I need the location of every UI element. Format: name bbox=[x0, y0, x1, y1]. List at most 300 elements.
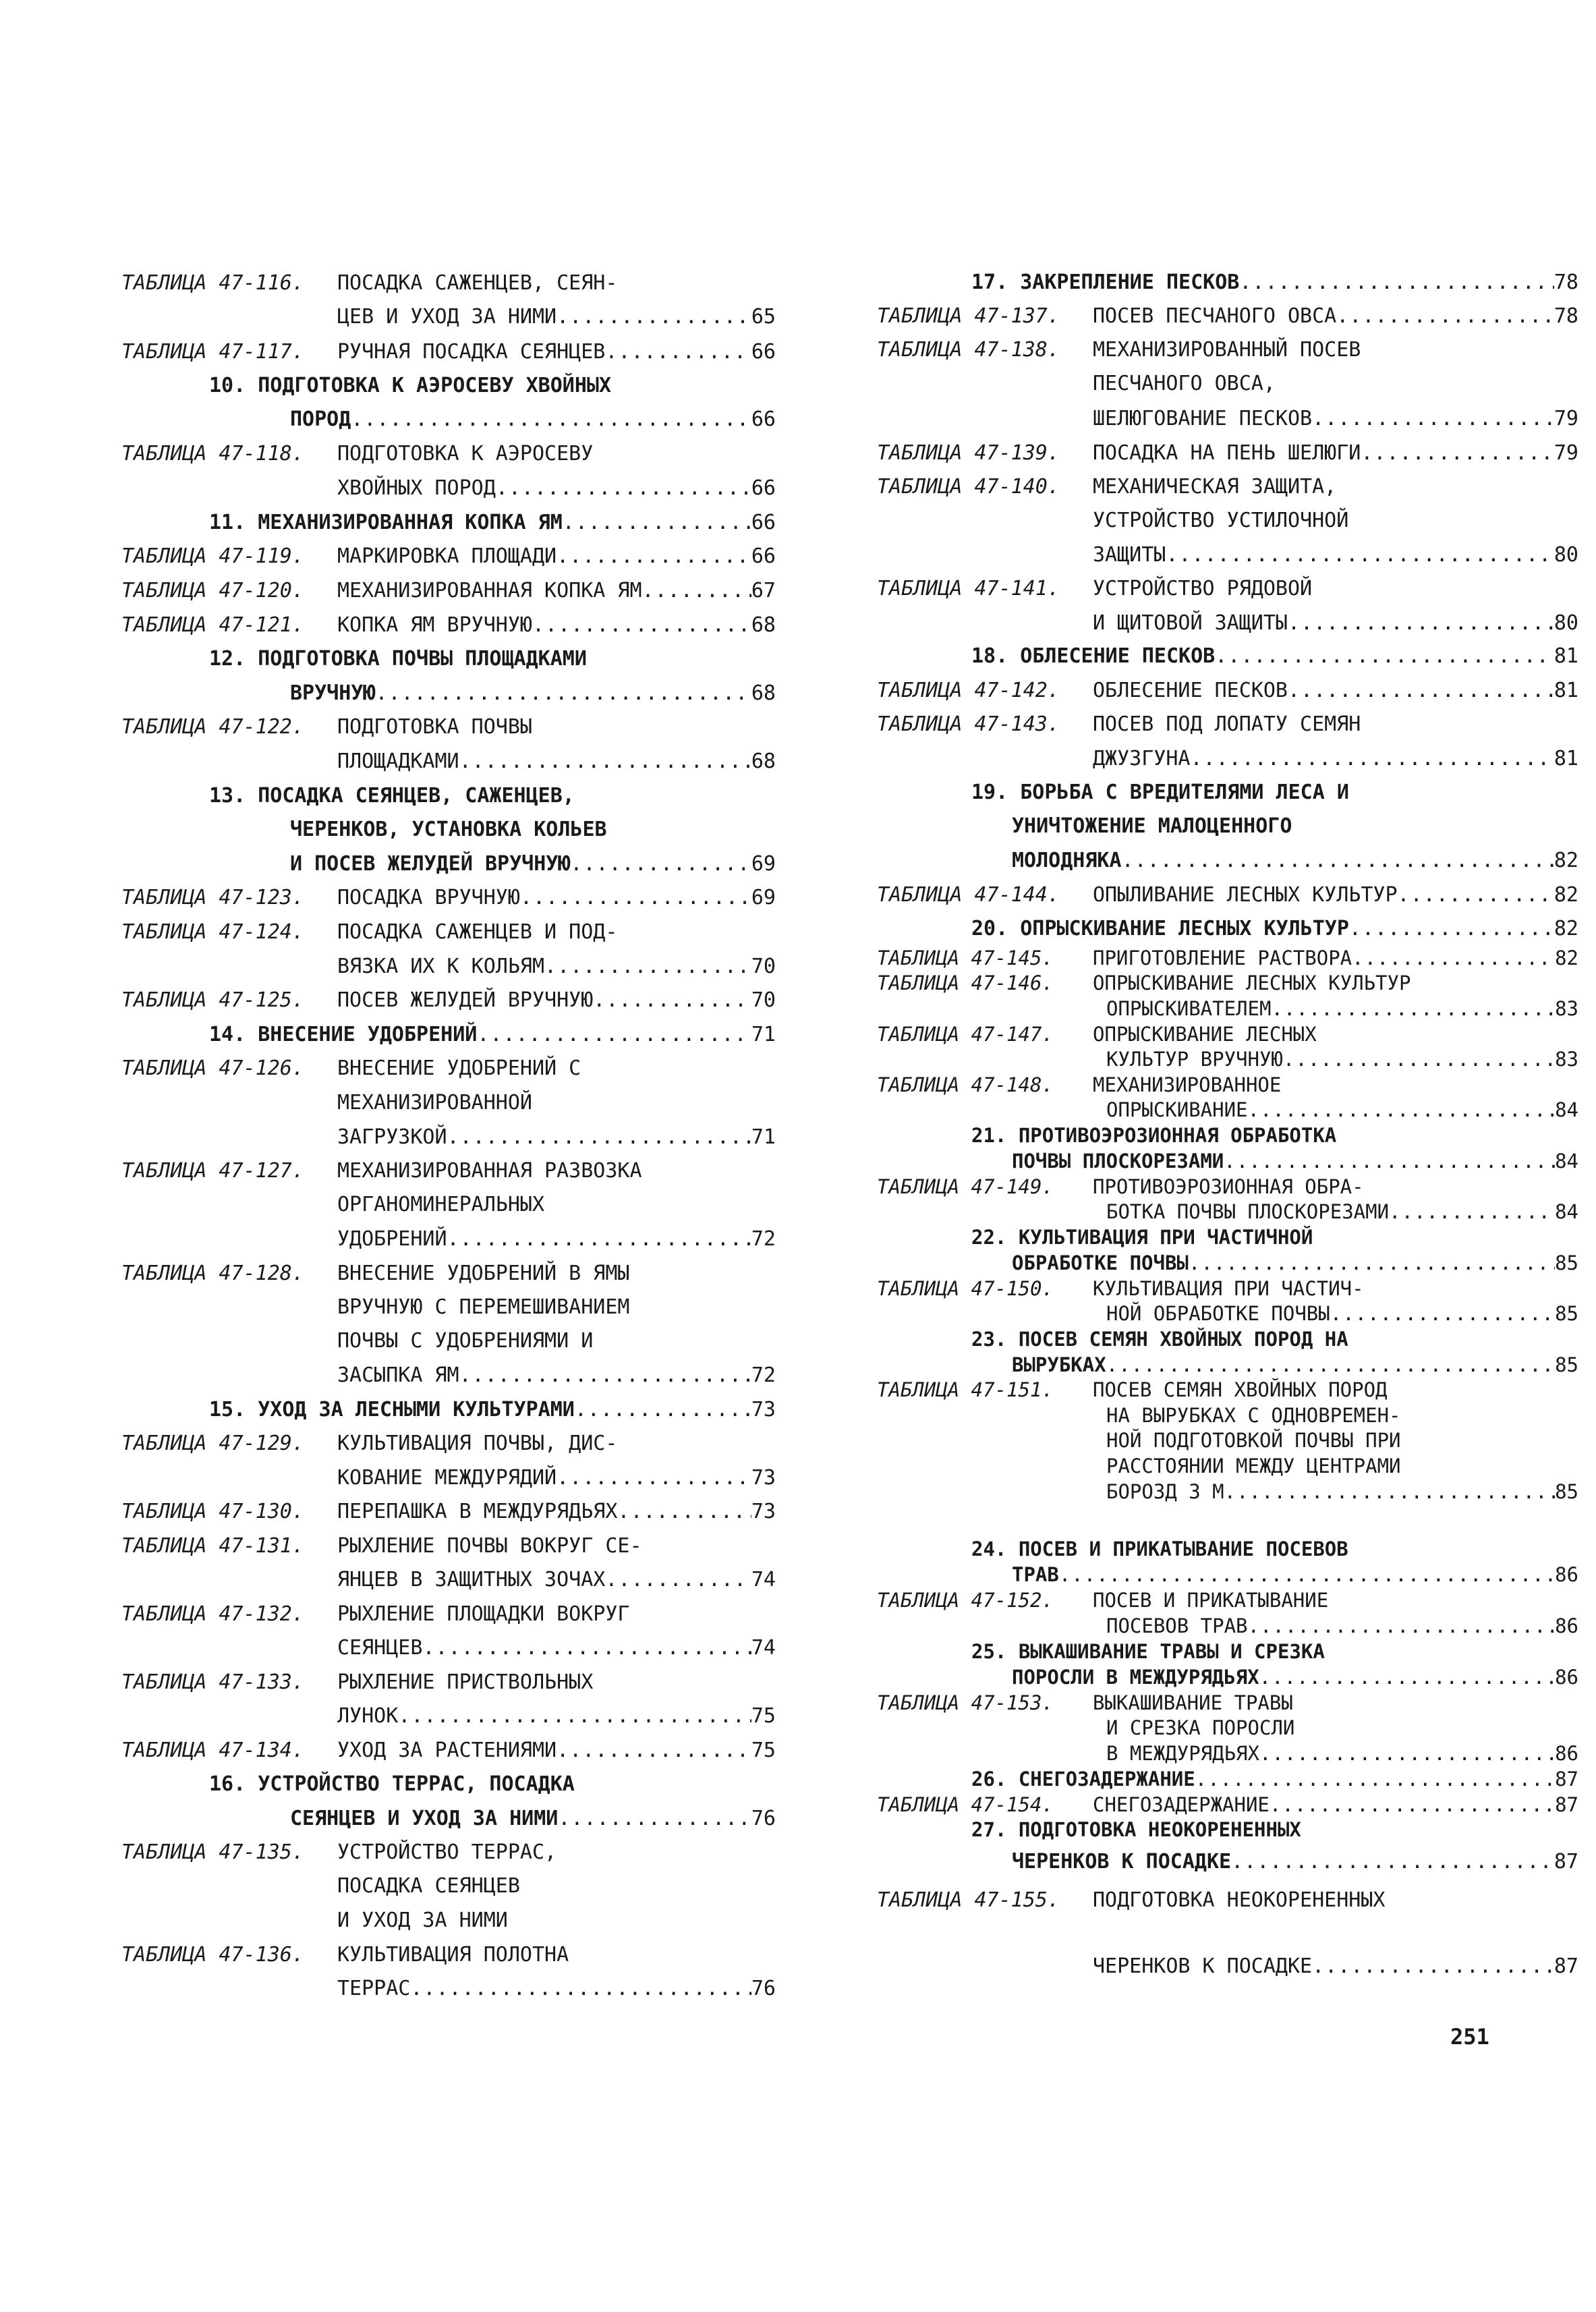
toc-entry-row bbox=[0, 1427, 776, 1461]
toc-section-row bbox=[0, 403, 776, 436]
entry-title: ОПРЫСКИВАНИЕ bbox=[1106, 1098, 1248, 1121]
entry-title: НА ВЫРУБКАХ С ОДНОВРЕМЕН- bbox=[1106, 1404, 1401, 1427]
dot-leader bbox=[1166, 538, 1554, 572]
entry-page-number: 84 bbox=[1555, 1200, 1578, 1223]
entry-title: РЫХЛЕНИЕ ПЛОЩАДКИ ВОКРУГ bbox=[337, 1602, 630, 1626]
table-label: ТАБЛИЦА 47-145. bbox=[877, 947, 1054, 969]
dot-leader bbox=[351, 403, 751, 436]
toc-entry-row bbox=[850, 1587, 1578, 1613]
table-label: ТАБЛИЦА 47-141. bbox=[877, 577, 1060, 600]
dot-leader bbox=[557, 300, 751, 334]
entry-title: ВНЕСЕНИЕ УДОБРЕНИЙ В ЯМЫ bbox=[337, 1262, 630, 1285]
entry-page-number: 87 bbox=[1554, 1850, 1578, 1873]
entry-title: ЧЕРЕНКОВ К ПОСАДКЕ bbox=[1093, 1954, 1313, 1978]
section-title: 27. ПОДГОТОВКА НЕОКОРЕНЕННЫХ bbox=[971, 1818, 1301, 1841]
table-label: ТАБЛИЦА 47-137. bbox=[877, 304, 1060, 328]
toc-entry-row bbox=[850, 945, 1578, 971]
table-label: ТАБЛИЦА 47-128. bbox=[121, 1262, 304, 1285]
toc-section-row bbox=[0, 642, 776, 676]
dot-leader bbox=[605, 1563, 751, 1597]
entry-title: ОПЫЛИВАНИЕ ЛЕСНЫХ КУЛЬТУР bbox=[1093, 883, 1398, 907]
entry-title: КУЛЬТИВАЦИЯ ПРИ ЧАСТИЧ- bbox=[1093, 1277, 1364, 1300]
section-title: ОБРАБОТКЕ ПОЧВЫ bbox=[1012, 1251, 1189, 1274]
toc-entry-row bbox=[850, 878, 1578, 912]
toc-section-row bbox=[850, 912, 1578, 946]
table-label: ТАБЛИЦА 47-134. bbox=[121, 1739, 304, 1762]
entry-page-number: 82 bbox=[1554, 917, 1578, 940]
entry-title: ЯНЦЕВ В ЗАЩИТНЫХ ЗОЧАХ bbox=[337, 1568, 606, 1591]
toc-section-row bbox=[850, 1352, 1578, 1378]
dot-leader bbox=[1352, 945, 1555, 971]
table-label: ТАБЛИЦА 47-122. bbox=[121, 715, 304, 739]
entry-page-number: 85 bbox=[1555, 1302, 1578, 1325]
entry-title: МЕХАНИЧЕСКАЯ ЗАЩИТА, bbox=[1093, 475, 1337, 499]
entry-page-number: 68 bbox=[751, 750, 776, 773]
toc-entry-row bbox=[0, 266, 776, 300]
toc-entry-row bbox=[850, 300, 1578, 333]
entry-title: ОПРЫСКИВАНИЕ ЛЕСНЫХ КУЛЬТУР bbox=[1093, 971, 1411, 994]
toc-entry-row bbox=[850, 504, 1578, 538]
dot-leader bbox=[1191, 742, 1554, 776]
dot-leader bbox=[1189, 1250, 1555, 1276]
toc-entry-row bbox=[0, 1836, 776, 1869]
table-label: ТАБЛИЦА 47-125. bbox=[121, 988, 304, 1012]
toc-entry-row bbox=[850, 1428, 1578, 1453]
toc-entry-row bbox=[850, 1613, 1578, 1639]
section-title: ПОРОСЛИ В МЕЖДУРЯДЬЯХ bbox=[1012, 1666, 1259, 1689]
dot-leader bbox=[557, 1461, 751, 1495]
section-title: ПОЧВЫ ПЛОСКОРЕЗАМИ bbox=[1012, 1150, 1224, 1173]
entry-title: ОПРЫСКИВАНИЕ ЛЕСНЫХ bbox=[1093, 1023, 1317, 1046]
toc-entry-row bbox=[0, 1495, 776, 1529]
toc-section-row bbox=[0, 369, 776, 403]
dot-leader bbox=[375, 677, 751, 710]
entry-title: ПРИГОТОВЛЕНИЕ РАСТВОРА bbox=[1093, 947, 1352, 969]
entry-title: МЕХАНИЗИРОВАННОЙ bbox=[337, 1091, 532, 1115]
entry-title: КОВАНИЕ МЕЖДУРЯДИЙ bbox=[337, 1466, 557, 1490]
entry-title: ПОСЕВ СЕМЯН ХВОЙНЫХ ПОРОД bbox=[1093, 1378, 1388, 1401]
table-label: ТАБЛИЦА 47-153. bbox=[877, 1691, 1054, 1714]
entry-title: НОЙ ОБРАБОТКЕ ПОЧВЫ bbox=[1106, 1302, 1330, 1325]
table-label: ТАБЛИЦА 47-135. bbox=[121, 1840, 304, 1864]
section-title: 17. ЗАКРЕПЛЕНИЕ ПЕСКОВ bbox=[971, 271, 1240, 294]
entry-title: ПОСЕВ ЖЕЛУДЕЙ ВРУЧНУЮ bbox=[337, 988, 594, 1012]
table-label: ТАБЛИЦА 47-127. bbox=[121, 1159, 304, 1183]
entry-page-number: 72 bbox=[751, 1227, 776, 1251]
toc-section-row bbox=[0, 506, 776, 540]
toc-entry-row bbox=[850, 470, 1578, 504]
entry-title: РАССТОЯНИИ МЕЖДУ ЦЕНТРАМИ bbox=[1106, 1455, 1401, 1477]
section-title: 19. БОРЬБА С ВРЕДИТЕЛЯМИ ЛЕСА И bbox=[971, 781, 1349, 804]
toc-entry-row bbox=[0, 1563, 776, 1597]
entry-title: ПЛОЩАДКАМИ bbox=[337, 750, 459, 773]
entry-page-number: 82 bbox=[1555, 947, 1578, 969]
page-number: 251 bbox=[1450, 2024, 1489, 2050]
toc-entry-row bbox=[850, 1072, 1578, 1098]
entry-page-number: 70 bbox=[751, 988, 776, 1012]
entry-page-number: 75 bbox=[751, 1704, 776, 1728]
toc-entry-row bbox=[850, 402, 1578, 436]
toc-entry-row bbox=[850, 996, 1578, 1021]
entry-page-number: 87 bbox=[1555, 1793, 1578, 1816]
dot-leader bbox=[410, 1972, 751, 2006]
toc-entry-row bbox=[0, 1154, 776, 1188]
toc-entry-row bbox=[0, 745, 776, 779]
toc-section-row bbox=[850, 1845, 1578, 1879]
table-label: ТАБЛИЦА 47-132. bbox=[121, 1602, 304, 1626]
entry-title: ХВОЙНЫХ ПОРОД bbox=[337, 476, 496, 500]
entry-page-number: 79 bbox=[1554, 407, 1578, 430]
dot-leader bbox=[496, 472, 751, 505]
toc-entry-row bbox=[0, 1529, 776, 1563]
toc-entry-row bbox=[0, 1598, 776, 1631]
entry-page-number: 82 bbox=[1554, 883, 1578, 907]
table-label: ТАБЛИЦА 47-147. bbox=[877, 1023, 1054, 1046]
entry-page-number: 78 bbox=[1554, 304, 1578, 328]
section-title: ПОРОД bbox=[290, 407, 351, 431]
table-label: ТАБЛИЦА 47-142. bbox=[877, 679, 1060, 702]
entry-page-number: 73 bbox=[751, 1466, 776, 1490]
toc-section-row bbox=[850, 1817, 1578, 1842]
table-label: ТАБЛИЦА 47-151. bbox=[877, 1378, 1054, 1401]
dot-leader bbox=[532, 609, 751, 642]
entry-page-number: 73 bbox=[751, 1398, 776, 1421]
section-title: 16. УСТРОЙСТВО ТЕРРАС, ПОСАДКА bbox=[209, 1772, 575, 1796]
section-title: ТРАВ bbox=[1012, 1563, 1059, 1586]
toc-entry-row bbox=[850, 674, 1578, 708]
entry-title: СЕЯНЦЕВ bbox=[337, 1636, 423, 1660]
table-label: ТАБЛИЦА 47-116. bbox=[121, 271, 304, 295]
dot-leader bbox=[1122, 844, 1554, 878]
dot-leader bbox=[459, 1359, 751, 1392]
entry-title: КУЛЬТИВАЦИЯ ПОЛОТНА bbox=[337, 1943, 569, 1967]
toc-entry-row bbox=[850, 1690, 1578, 1716]
toc-section-row bbox=[850, 810, 1578, 843]
section-title: 12. ПОДГОТОВКА ПОЧВЫ ПЛОЩАДКАМИ bbox=[209, 647, 587, 671]
toc-entry-row bbox=[850, 1097, 1578, 1123]
dot-leader bbox=[1361, 436, 1554, 470]
toc-entry-row bbox=[850, 538, 1578, 572]
dot-leader bbox=[1248, 1613, 1556, 1639]
toc-entry-row bbox=[0, 881, 776, 915]
toc-section-row bbox=[850, 1326, 1578, 1352]
table-label: ТАБЛИЦА 47-146. bbox=[877, 971, 1054, 994]
entry-title: ЗАГРУЗКОЙ bbox=[337, 1125, 447, 1149]
entry-title: ПЕРЕПАШКА В МЕЖДУРЯДЬЯХ bbox=[337, 1500, 618, 1523]
table-label: ТАБЛИЦА 47-120. bbox=[121, 579, 304, 602]
entry-page-number: 86 bbox=[1555, 1614, 1578, 1637]
dot-leader bbox=[1259, 1664, 1555, 1690]
entry-title: НОЙ ПОДГОТОВКОЙ ПОЧВЫ ПРИ bbox=[1106, 1429, 1401, 1452]
entry-title: КУЛЬТУР ВРУЧНУЮ bbox=[1106, 1048, 1283, 1071]
entry-page-number: 66 bbox=[751, 407, 776, 431]
toc-entry-row bbox=[850, 1403, 1578, 1428]
entry-title: ПОСЕВ ПЕСЧАНОГО ОВСА bbox=[1093, 304, 1337, 328]
entry-title: ПОСАДКА САЖЕНЦЕВ И ПОД- bbox=[337, 920, 618, 944]
dot-leader bbox=[1312, 402, 1554, 436]
toc-entry-row bbox=[0, 437, 776, 471]
entry-page-number: 86 bbox=[1555, 1563, 1578, 1586]
toc-section-row bbox=[850, 1766, 1578, 1792]
entry-page-number: 83 bbox=[1555, 1048, 1578, 1071]
entry-title: И СРЕЗКА ПОРОСЛИ bbox=[1106, 1716, 1295, 1739]
dot-leader bbox=[422, 1631, 751, 1665]
table-label: ТАБЛИЦА 47-130. bbox=[121, 1500, 304, 1523]
entry-title: УХОД ЗА РАСТЕНИЯМИ bbox=[337, 1739, 557, 1762]
section-title: 18. ОБЛЕСЕНИЕ ПЕСКОВ bbox=[971, 644, 1216, 668]
section-title: МОЛОДНЯКА bbox=[1012, 849, 1122, 872]
table-label: ТАБЛИЦА 47-124. bbox=[121, 920, 304, 944]
dot-leader bbox=[1106, 1352, 1555, 1378]
entry-page-number: 76 bbox=[751, 1807, 776, 1830]
table-label: ТАБЛИЦА 47-154. bbox=[877, 1793, 1054, 1816]
entry-title: ПОДГОТОВКА ПОЧВЫ bbox=[337, 715, 532, 739]
entry-title: ПОСАДКА ВРУЧНУЮ bbox=[337, 886, 520, 909]
section-title: 14. ВНЕСЕНИЕ УДОБРЕНИЙ bbox=[209, 1023, 478, 1046]
dot-leader bbox=[642, 574, 751, 608]
entry-title: БОРОЗД 3 М bbox=[1106, 1480, 1224, 1503]
toc-entry-row bbox=[850, 1174, 1578, 1200]
section-title: 25. ВЫКАШИВАНИЕ ТРАВЫ И СРЕЗКА bbox=[971, 1640, 1325, 1663]
toc-section-row bbox=[0, 1018, 776, 1052]
entry-page-number: 70 bbox=[751, 955, 776, 978]
toc-entry-row bbox=[850, 1792, 1578, 1817]
entry-title: МАРКИРОВКА ПЛОЩАДИ bbox=[337, 544, 557, 568]
table-label: ТАБЛИЦА 47-131. bbox=[121, 1534, 304, 1558]
toc-entry-row bbox=[850, 1301, 1578, 1326]
dot-leader bbox=[1224, 1148, 1555, 1174]
entry-page-number: 76 bbox=[751, 1977, 776, 2000]
entry-page-number: 80 bbox=[1554, 543, 1578, 567]
dot-leader bbox=[1312, 1950, 1554, 1983]
toc-entry-row bbox=[0, 1631, 776, 1665]
toc-entry-row bbox=[0, 1734, 776, 1768]
entry-title: ЛУНОК bbox=[337, 1704, 399, 1728]
table-label: ТАБЛИЦА 47-117. bbox=[121, 340, 304, 364]
dot-leader bbox=[1288, 607, 1554, 640]
toc-entry-row bbox=[850, 607, 1578, 640]
toc-entry-row bbox=[0, 1972, 776, 2006]
toc-entry-row bbox=[850, 1950, 1578, 1983]
dot-leader bbox=[1059, 1562, 1555, 1587]
entry-title: ПОСАДКА НА ПЕНЬ ШЕЛЮГИ bbox=[1093, 441, 1361, 465]
section-title: 13. ПОСАДКА СЕЯНЦЕВ, САЖЕНЦЕВ, bbox=[209, 784, 575, 808]
toc-entry-row bbox=[850, 1046, 1578, 1072]
dot-leader bbox=[477, 1018, 751, 1052]
toc-entry-row bbox=[0, 1869, 776, 1903]
toc-section-row bbox=[850, 1639, 1578, 1664]
entry-title: ВЫКАШИВАНИЕ ТРАВЫ bbox=[1093, 1691, 1293, 1714]
entry-title: ПОСЕВ ПОД ЛОПАТУ СЕМЯН bbox=[1093, 712, 1361, 736]
section-title: ВЫРУБКАХ bbox=[1012, 1353, 1106, 1376]
entry-page-number: 85 bbox=[1555, 1353, 1578, 1376]
table-label: ТАБЛИЦА 47-148. bbox=[877, 1073, 1054, 1096]
toc-entry-row bbox=[0, 1359, 776, 1392]
toc-section-row bbox=[850, 1224, 1578, 1250]
entry-title: В МЕЖДУРЯДЬЯХ bbox=[1106, 1742, 1259, 1765]
entry-page-number: 66 bbox=[751, 511, 776, 534]
toc-entry-row bbox=[850, 1199, 1578, 1224]
toc-entry-row bbox=[850, 436, 1578, 470]
entry-page-number: 87 bbox=[1554, 1954, 1578, 1978]
dot-leader bbox=[1349, 912, 1554, 946]
toc-entry-row bbox=[0, 1291, 776, 1324]
entry-title: ПОЧВЫ С УДОБРЕНИЯМИ И bbox=[337, 1329, 594, 1353]
toc-section-row bbox=[0, 813, 776, 847]
dot-leader bbox=[563, 506, 751, 540]
toc-section-row bbox=[850, 1250, 1578, 1276]
dot-leader bbox=[1195, 1766, 1555, 1792]
dot-leader bbox=[593, 984, 751, 1017]
toc-entry-row bbox=[850, 742, 1578, 776]
toc-entry-row bbox=[0, 609, 776, 642]
entry-page-number: 75 bbox=[751, 1739, 776, 1762]
toc-entry-row bbox=[0, 1699, 776, 1733]
entry-title: И ЩИТОВОЙ ЗАЩИТЫ bbox=[1093, 611, 1288, 635]
entry-page-number: 86 bbox=[1555, 1666, 1578, 1689]
toc-entry-row bbox=[850, 1479, 1578, 1504]
entry-page-number: 71 bbox=[751, 1023, 776, 1046]
toc-entry-row bbox=[0, 1904, 776, 1938]
dot-leader bbox=[1336, 300, 1554, 333]
dot-leader bbox=[1224, 1479, 1555, 1504]
entry-page-number: 69 bbox=[751, 852, 776, 876]
entry-title: ПРОТИВОЭРОЗИОННАЯ ОБРА- bbox=[1093, 1175, 1364, 1198]
entry-page-number: 66 bbox=[751, 476, 776, 500]
entry-page-number: 78 bbox=[1554, 271, 1578, 294]
toc-section-row bbox=[850, 266, 1578, 300]
toc-section-row bbox=[850, 844, 1578, 878]
table-label: ТАБЛИЦА 47-119. bbox=[121, 544, 304, 568]
section-title: 26. СНЕГОЗАДЕРЖАНИЕ bbox=[971, 1768, 1195, 1791]
entry-title: ОБЛЕСЕНИЕ ПЕСКОВ bbox=[1093, 679, 1288, 702]
entry-page-number: 74 bbox=[751, 1568, 776, 1591]
entry-page-number: 71 bbox=[751, 1125, 776, 1149]
dot-leader bbox=[447, 1121, 751, 1154]
entry-title: КУЛЬТИВАЦИЯ ПОЧВЫ, ДИС- bbox=[337, 1432, 618, 1455]
section-title: 11. МЕХАНИЗИРОВАННАЯ КОПКА ЯМ bbox=[209, 511, 563, 534]
entry-title: МЕХАНИЗИРОВАННАЯ РАЗВОЗКА bbox=[337, 1159, 642, 1183]
dot-leader bbox=[605, 335, 751, 369]
toc-section-row bbox=[0, 779, 776, 813]
dot-leader bbox=[1259, 1741, 1555, 1766]
entry-title: РУЧНАЯ ПОСАДКА СЕЯНЦЕВ bbox=[337, 340, 606, 364]
dot-leader bbox=[558, 1802, 751, 1836]
toc-entry-row bbox=[850, 970, 1578, 996]
entry-title: ПОСЕВОВ ТРАВ bbox=[1106, 1614, 1248, 1637]
table-label: ТАБЛИЦА 47-149. bbox=[877, 1175, 1054, 1198]
dot-leader bbox=[1239, 266, 1554, 300]
toc-entry-row bbox=[0, 300, 776, 334]
entry-page-number: 73 bbox=[751, 1500, 776, 1523]
entry-title: УДОБРЕНИЙ bbox=[337, 1227, 447, 1251]
dot-leader bbox=[575, 1393, 751, 1427]
table-label: ТАБЛИЦА 47-123. bbox=[121, 886, 304, 909]
toc-entry-row bbox=[850, 1377, 1578, 1403]
entry-title: ЗАЩИТЫ bbox=[1093, 543, 1166, 567]
toc-entry-row bbox=[0, 1052, 776, 1085]
dot-leader bbox=[447, 1222, 751, 1256]
toc-entry-row bbox=[0, 1257, 776, 1291]
toc-entry-row bbox=[0, 1666, 776, 1699]
dot-leader bbox=[1271, 996, 1555, 1021]
entry-title: ШЕЛЮГОВАНИЕ ПЕСКОВ bbox=[1093, 407, 1313, 430]
entry-page-number: 66 bbox=[751, 544, 776, 568]
toc-entry-row bbox=[850, 1021, 1578, 1047]
dot-leader bbox=[1270, 1792, 1555, 1817]
entry-title: ПОСЕВ И ПРИКАТЫВАНИЕ bbox=[1093, 1589, 1329, 1612]
entry-page-number: 85 bbox=[1555, 1251, 1578, 1274]
table-label: ТАБЛИЦА 47-152. bbox=[877, 1589, 1054, 1612]
toc-section-row bbox=[850, 1562, 1578, 1587]
toc-entry-row bbox=[0, 574, 776, 608]
toc-section-row bbox=[850, 776, 1578, 810]
entry-title: ЗАСЫПКА ЯМ bbox=[337, 1363, 459, 1387]
section-title: И ПОСЕВ ЖЕЛУДЕЙ ВРУЧНУЮ bbox=[290, 852, 571, 876]
entry-page-number: 67 bbox=[751, 579, 776, 602]
dot-leader bbox=[544, 950, 751, 984]
entry-title: ЦЕВ И УХОД ЗА НИМИ bbox=[337, 305, 557, 329]
table-label: ТАБЛИЦА 47-143. bbox=[877, 712, 1060, 736]
toc-entry-row bbox=[0, 950, 776, 984]
entry-page-number: 81 bbox=[1554, 679, 1578, 702]
toc-entry-row bbox=[0, 1086, 776, 1120]
entry-page-number: 84 bbox=[1555, 1098, 1578, 1121]
section-title: УНИЧТОЖЕНИЕ МАЛОЦЕННОГО bbox=[1012, 814, 1292, 838]
entry-page-number: 83 bbox=[1555, 997, 1578, 1020]
toc-entry-row bbox=[0, 1188, 776, 1222]
table-label: ТАБЛИЦА 47-129. bbox=[121, 1432, 304, 1455]
toc-entry-row bbox=[850, 708, 1578, 741]
dot-leader bbox=[1389, 1199, 1555, 1224]
toc-section-row bbox=[0, 1802, 776, 1836]
entry-page-number: 69 bbox=[751, 886, 776, 909]
entry-page-number: 79 bbox=[1554, 441, 1578, 465]
section-title: 23. ПОСЕВ СЕМЯН ХВОЙНЫХ ПОРОД НА bbox=[971, 1328, 1348, 1351]
dot-leader bbox=[617, 1495, 751, 1529]
entry-title: ВНЕСЕНИЕ УДОБРЕНИЙ С bbox=[337, 1056, 581, 1080]
table-label: ТАБЛИЦА 47-144. bbox=[877, 883, 1060, 907]
entry-title: ДЖУЗГУНА bbox=[1093, 747, 1191, 770]
entry-page-number: 68 bbox=[751, 613, 776, 637]
entry-title: ОРГАНОМИНЕРАЛЬНЫХ bbox=[337, 1193, 545, 1216]
entry-page-number: 86 bbox=[1555, 1742, 1578, 1765]
toc-entry-row bbox=[0, 1324, 776, 1358]
table-label: ТАБЛИЦА 47-155. bbox=[877, 1888, 1060, 1912]
section-title: ЧЕРЕНКОВ К ПОСАДКЕ bbox=[1012, 1850, 1232, 1873]
entry-page-number: 65 bbox=[751, 305, 776, 329]
section-title: 24. ПОСЕВ И ПРИКАТЫВАНИЕ ПОСЕВОВ bbox=[971, 1538, 1348, 1560]
entry-title: ПОДГОТОВКА НЕОКОРЕНЕННЫХ bbox=[1093, 1888, 1386, 1912]
section-title: 15. УХОД ЗА ЛЕСНЫМИ КУЛЬТУРАМИ bbox=[209, 1398, 575, 1421]
entry-page-number: 87 bbox=[1555, 1768, 1578, 1791]
toc-entry-row bbox=[0, 335, 776, 369]
dot-leader bbox=[398, 1699, 751, 1733]
dot-leader bbox=[459, 745, 751, 779]
toc-entry-row bbox=[850, 333, 1578, 367]
entry-title: И УХОД ЗА НИМИ bbox=[337, 1909, 508, 1932]
entry-title: ВРУЧНУЮ С ПЕРЕМЕШИВАНИЕМ bbox=[337, 1295, 630, 1319]
section-title: 20. ОПРЫСКИВАНИЕ ЛЕСНЫХ КУЛЬТУР bbox=[971, 917, 1349, 940]
toc-entry-row bbox=[0, 540, 776, 573]
entry-page-number: 84 bbox=[1555, 1150, 1578, 1173]
entry-title: ОПРЫСКИВАТЕЛЕМ bbox=[1106, 997, 1272, 1020]
table-label: ТАБЛИЦА 47-140. bbox=[877, 475, 1060, 499]
toc-entry-row bbox=[0, 984, 776, 1017]
dot-leader bbox=[1283, 1046, 1555, 1072]
dot-leader bbox=[520, 881, 751, 915]
table-label: ТАБЛИЦА 47-150. bbox=[877, 1277, 1054, 1300]
